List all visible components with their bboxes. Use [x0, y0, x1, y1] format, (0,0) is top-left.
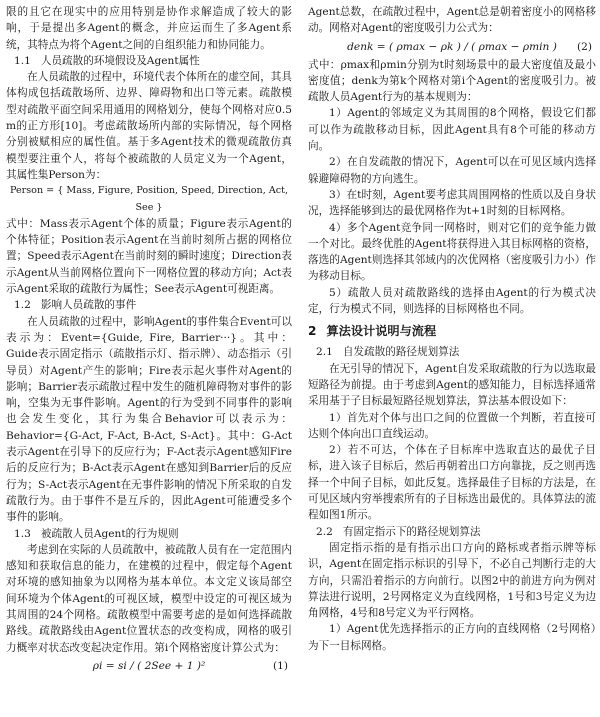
- rule-item: 2）在自发疏散的情况下，Agent可以在可见区域内选择躲避障碍物的方向逃生。: [308, 156, 596, 185]
- paragraph: 在无引导的情况下，Agent自发采取疏散的行为以选取最短路径为前提。由于考虑到Agent的感知能力，目标选择通常采用基于子目标最短路径规划算法，算法基本假设如下：: [308, 362, 596, 408]
- section-title: 人员疏散的环境假设及Agent属性: [40, 54, 200, 67]
- section-heading-1-2: [6, 297, 292, 313]
- section-number: 1.1: [14, 54, 31, 67]
- equation-number: (2): [576, 40, 592, 53]
- section-number: 2.2: [316, 525, 333, 538]
- equation-2: [308, 37, 596, 57]
- paragraph: 在人员疏散的过程中，影响Agent的事件集合Event可以表示为：Event={Guide, Fire, Barrier···}。其中：Guide表示固定指示（疏散指示灯、指示牌）、动态指示（引导员）对Agent产生的影响；Fire表示起火事件对Agent的影响；Barrier表示疏散过程中发生的随机障碍物对事件的影响，空集为无事件影响。Agent的行为受到不同事件的影响也会发生变化，其行为集合Behavior可以表示为：Behavior={G-Act, F-Act, B-Act, S-Act}。其中：G-Act表示Agent在引导下的反应行为；F-Act表示Agent感知Fire后的反应行为；B-Act表示Agent在感知到Barrier后的反应行为；S-Act表示Agent在无事件影响的情况下所采取的自发疏散行为。由于事件不是互斥的，因此Agent可能遭受多个事件的影响。: [6, 315, 292, 524]
- person-set-formula: Person = { Mass, Figure, Position, Speed, Direction, Act, See }: [9, 185, 289, 213]
- paragraph: 在人员疏散的过程中，环境代表个体所在的虚空间，其具体构成包括疏散场所、边界、障碍物和出口等元素。疏散模型对疏散平面空间采用通用的网格划分，使每个网格对应0.5 m的正方形[10]。考虑疏散场所内部的实际情况，每个网格分别被赋相应的属性值。基于多Agent技术的微观疏散仿真模型要注重个人，将每个被疏散的人员定义为一个Agent，其属性集Person为：: [6, 71, 292, 181]
- rule-item: 3）在t时刻，Agent要考虑其周围网格的性质以及自身状况，选择能够到达的最优网格作为t+1时刻的目标网格。: [308, 188, 596, 218]
- section-number: 2.1: [316, 346, 333, 359]
- left-column: [6, 4, 292, 676]
- section-heading-2-1: [308, 344, 596, 360]
- assumption-item: 1）首先对个体与出口之间的位置做一个判断，若直接可达则个体向出口直线运动。: [308, 411, 596, 440]
- section-heading-1-1: [6, 53, 292, 69]
- paragraph: 固定指示指的是有指示出口方向的路标或者指示牌等标识，Agent在固定指示标识的引导下，不必自己判断行走的大方向，只需沿着指示的方向前行。以图2中的前进方向为例对算法进行说明，2号网格定义为直线网格，1号和3号定义为边角网格，4号和8号定义为平行网格。: [308, 541, 596, 620]
- equation-number: (1): [272, 659, 288, 672]
- section-title: 自发疏散的路径规划算法: [342, 346, 460, 359]
- paragraph: 式中：ρmax和ρmin分别为t时刻场景中的最大密度值及最小密度值；denk为第k个网格对第i个Agent的密度吸引力。被疏散人员Agent行为的基本规则为：: [308, 58, 596, 104]
- equation-1: [6, 656, 292, 676]
- paragraph: 考虑到在实际的人员疏散中，被疏散人员有在一定范围内感知和获取信息的能力，在建模的过程中，假定每个Agent对环境的感知抽象为以网格为基本单位。本文定义该局部空间环境为个体Agent的可视区域，模型中设定的可视区域为其周围的24个网格。疏散模型中需要考虑的是如何选择疏散路线。疏散路线由Agent位置状态的改变构成，网格的吸引力概率对状态改变起决定作用。第i个网格密度计算公式为：: [6, 543, 292, 654]
- section-number: 1.2: [14, 299, 31, 312]
- paragraph: 限的且它在现实中的应用特别是协作求解造成了较大的影响，于是提出多Agent的概念，并应运而生了多Agent系统，其特点为将个Agent之间的自组织能力和协同能力。: [6, 6, 292, 51]
- assumption-item: 2）若不可达，个体在子目标库中选取直达的最优子目标，进入该子目标后，然后再朝着出口方向靠拢，反之则再选择一个中间子目标，如此反复。选择最佳子目标的方法是，在可见区域内穷举搜索所有的子目标选出最优的。具体算法的流程如图1所示。: [308, 444, 596, 522]
- rule-item: 5）疏散人员对疏散路线的选择由Agent的行为模式决定，行为模式不同，则选择的目标网格也不同。: [308, 286, 596, 316]
- section-title: 有固定指示下的路径规划算法: [342, 525, 481, 538]
- section-number: 1.3: [14, 527, 31, 540]
- section-heading-2-2: [308, 524, 596, 540]
- attraction-equation: denk = ( ρmax − ρk ) / ( ρmax − ρmin ): [347, 40, 557, 53]
- assumption-item: 1）Agent优先选择指示的正方向的直线网格（2号网格）为下一目标网格。: [308, 623, 596, 652]
- section-heading-1-3: [6, 526, 292, 542]
- rule-item: 1）Agent的邻域定义为其周围的8个网格，假设它们都可以作为疏散移动目标，因此Agent具有8个可能的移动方向。: [308, 107, 596, 153]
- rule-item: 4）多个Agent竞争同一网格时，则对它们的竞争能力做一个对比。最终优胜的Agent将获得进入其目标网格的资格，落选的Agent则选择其邻域内的次优网格（密度吸引力小）作为移动目标。: [308, 221, 596, 283]
- section-heading-2: [308, 322, 596, 340]
- paragraph: 式中：Mass表示Agent个体的质量；Figure表示Agent的个体特征；Position表示Agent在当前时刻所占据的网格位置；Speed表示Agent在当前时刻的瞬时速度；Direction表示Agent从当前网格位置向下一网格位置的移动方向；Act表示Agent采取的疏散行为属性；See表示Agent可视距离。: [6, 217, 292, 296]
- paragraph: Agent总数，在疏散过程中，Agent总是朝着密度小的网格移动。网格对Agent的密度吸引力公式为：: [308, 6, 596, 35]
- section-number: 2: [308, 324, 317, 339]
- section-title: 被疏散人员Agent的行为规则: [40, 527, 179, 540]
- right-column: [308, 4, 596, 654]
- section-title: 算法设计说明与流程: [326, 324, 437, 339]
- density-equation: ρi = si / ( 2See + 1 )²: [92, 659, 206, 672]
- section-title: 影响人员疏散的事件: [40, 299, 137, 312]
